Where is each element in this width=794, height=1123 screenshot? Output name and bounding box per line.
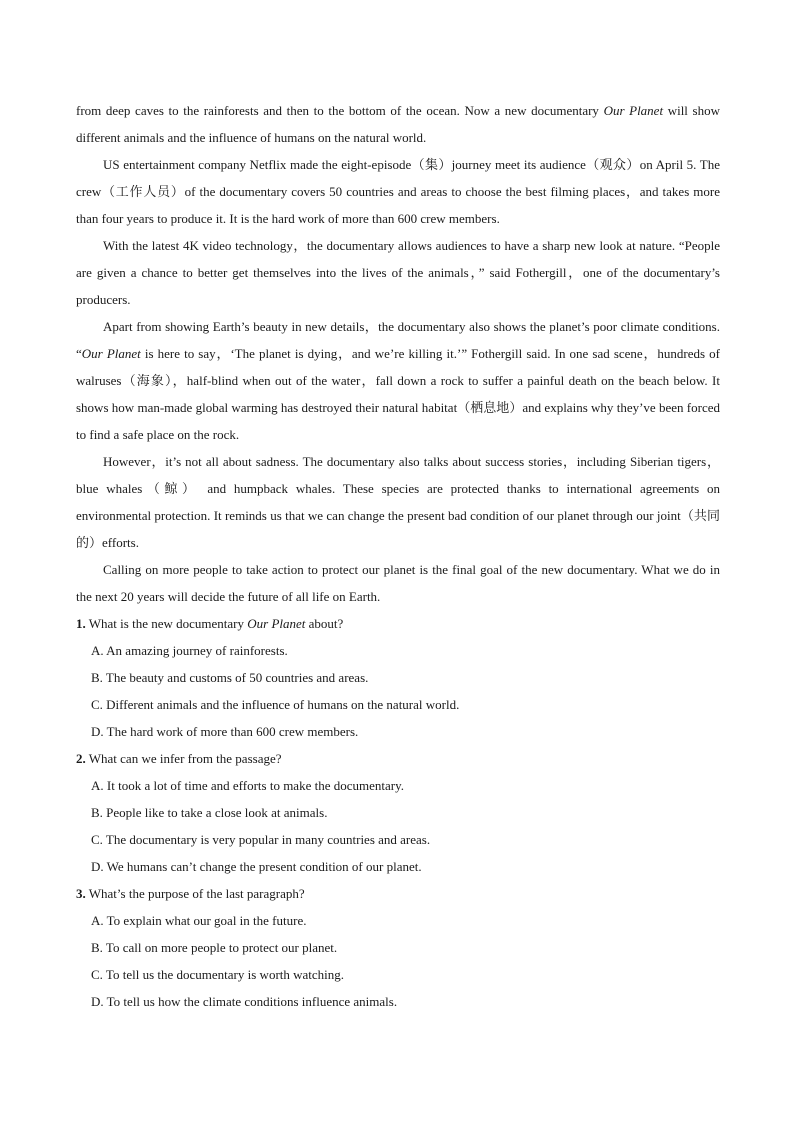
passage-paragraph-4: Apart from showing Earth’s beauty in new details，the documentary also shows the planet’s poor climate conditions. “Our Planet is here to say，‘The planet is dying，and we’re killing it.’” Fothergill said. In one sad scene，hundreds of walruses（海象），half-blind when out of the water，fall down a rock to suffer a painful death on the beach below. It shows how man-made global warming has destroyed their natural habitat（栖息地）and explains why they’ve been forced to find a safe place on the rock. (76, 319, 720, 442)
question-stem: 3. What’s the purpose of the last paragraph? (76, 886, 305, 901)
option-c[interactable]: C. Different animals and the influence of humans on the natural world. (91, 697, 460, 712)
option-a[interactable]: A. To explain what our goal in the future. (91, 913, 307, 928)
option-a[interactable]: A. It took a lot of time and efforts to make the documentary. (91, 778, 404, 793)
question-number: 1. (76, 616, 86, 631)
question-stem: 1. What is the new documentary Our Planet about? (76, 616, 344, 631)
option-d[interactable]: D. The hard work of more than 600 crew members. (91, 724, 359, 739)
option-b[interactable]: B. The beauty and customs of 50 countries and areas. (91, 670, 369, 685)
question-2 (76, 745, 720, 880)
documentary-title: Our Planet (81, 346, 141, 361)
reading-passage (76, 97, 720, 610)
document-content (76, 97, 720, 1015)
option-b[interactable]: B. People like to take a close look at animals. (91, 805, 328, 820)
passage-paragraph-3: With the latest 4K video technology，the documentary allows audiences to have a sharp new look at nature. “People are given a chance to better get themselves into the lives of the animals，” said Fothergill，one of the documentary’s producers. (76, 238, 720, 307)
option-c[interactable]: C. The documentary is very popular in many countries and areas. (91, 832, 431, 847)
documentary-title: Our Planet (603, 103, 664, 118)
option-c[interactable]: C. To tell us the documentary is worth watching. (91, 967, 345, 982)
documentary-title: Our Planet (247, 616, 306, 631)
question-list (76, 610, 720, 1015)
passage-paragraph-5: However，it’s not all about sadness. The documentary also talks about success stories，including Siberian tigers，blue whales（鲸） and humpback whales. These species are protected thanks to international agreements on environmental protection. It reminds us that we can change the present bad condition of our planet through our joint（共同的）efforts. (76, 454, 720, 550)
question-number: 2. (76, 751, 86, 766)
question-3 (76, 880, 720, 1015)
option-d[interactable]: D. We humans can’t change the present condition of our planet. (91, 859, 422, 874)
question-stem: 2. What can we infer from the passage? (76, 751, 282, 766)
option-d[interactable]: D. To tell us how the climate conditions influence animals. (91, 994, 398, 1009)
question-1 (76, 610, 720, 745)
option-b[interactable]: B. To call on more people to protect our planet. (91, 940, 338, 955)
option-a[interactable]: A. An amazing journey of rainforests. (91, 643, 288, 658)
passage-paragraph-6: Calling on more people to take action to protect our planet is the final goal of the new documentary. What we do in the next 20 years will decide the future of all life on Earth. (76, 562, 720, 604)
passage-paragraph-2: US entertainment company Netflix made the eight-episode（集）journey meet its audience（观众）on April 5. The crew（工作人员）of the documentary covers 50 countries and areas to choose the best filming places，and takes more than four years to produce it. It is the hard work of more than 600 crew members. (76, 157, 720, 226)
passage-paragraph-1: from deep caves to the rainforests and then to the bottom of the ocean. Now a new documentary Our Planet will show different animals and the influence of humans on the natural world. (76, 103, 720, 145)
question-number: 3. (76, 886, 86, 901)
